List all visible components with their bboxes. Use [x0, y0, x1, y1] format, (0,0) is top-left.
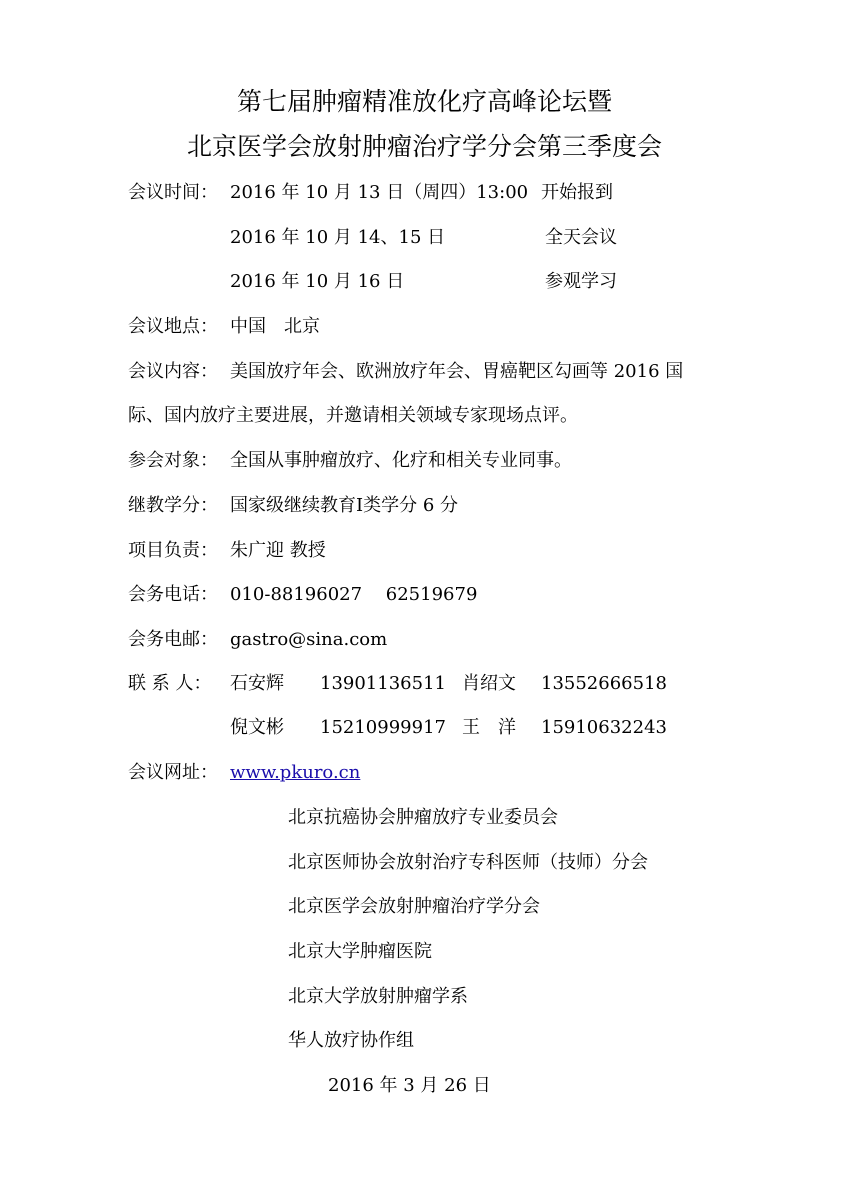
schedule-date-1: 2016 年 10 月 13 日（周四）13:00 [230, 182, 529, 203]
website-link[interactable]: www.pkuro.cn [230, 762, 361, 783]
content-label: 会议内容： [128, 361, 218, 382]
organizer-2: 北京医师协会放射治疗专科医师（技师）分会 [288, 852, 648, 873]
location-value: 中国 北京 [230, 316, 320, 337]
document-date: 2016 年 3 月 26 日 [328, 1075, 491, 1096]
schedule-note-1: 开始报到 [541, 182, 613, 203]
schedule-note-3: 参观学习 [545, 271, 617, 292]
organizer-4: 北京大学肿瘤医院 [288, 941, 432, 962]
schedule-date-3: 2016 年 10 月 16 日 [230, 271, 405, 292]
credits-label: 继教学分： [128, 495, 218, 516]
contact-phone-3: 15210999917 [320, 717, 446, 738]
title-line-2: 北京医学会放射肿瘤治疗学分会第三季度会 [186, 132, 662, 161]
audience-value: 全国从事肿瘤放疗、化疗和相关专业同事。 [230, 450, 572, 471]
location-label: 会议地点： [128, 316, 218, 337]
contact-name-3: 倪文彬 [230, 717, 284, 738]
schedule-date-2: 2016 年 10 月 14、15 日 [230, 227, 446, 248]
contact-phone-2: 13552666518 [541, 673, 667, 694]
title-line-1: 第七届肿瘤精准放化疗高峰论坛暨 [236, 87, 612, 116]
contact-phone-1: 13901136511 [320, 673, 446, 694]
website-label: 会议网址： [128, 762, 218, 783]
organizer-3: 北京医学会放射肿瘤治疗学分会 [288, 896, 540, 917]
organizer-6: 华人放疗协作组 [288, 1030, 414, 1051]
phone-value: 010-88196027 62519679 [230, 584, 478, 605]
content-line-1: 美国放疗年会、欧洲放疗年会、胃癌靶区勾画等 2016 国 [230, 361, 684, 382]
schedule-label: 会议时间： [128, 182, 218, 203]
audience-label: 参会对象： [128, 450, 218, 471]
organizer-5: 北京大学放射肿瘤学系 [288, 986, 468, 1007]
contact-phone-4: 15910632243 [541, 717, 667, 738]
email-label: 会务电邮： [128, 629, 218, 650]
contact-name-2: 肖绍文 [462, 673, 516, 694]
leader-value: 朱广迎 教授 [230, 540, 326, 561]
phone-label: 会务电话： [128, 584, 218, 605]
leader-label: 项目负责： [128, 540, 218, 561]
contacts-label: 联 系 人： [128, 673, 212, 694]
contact-name-4: 王 洋 [462, 717, 516, 738]
organizer-1: 北京抗癌协会肿瘤放疗专业委员会 [288, 807, 558, 828]
content-line-2: 际、国内放疗主要进展，并邀请相关领域专家现场点评。 [128, 405, 578, 426]
contact-name-1: 石安辉 [230, 673, 284, 694]
schedule-note-2: 全天会议 [545, 227, 617, 248]
email-value: gastro@sina.com [230, 629, 388, 650]
credits-value: 国家级继续教育Ⅰ类学分 6 分 [230, 495, 459, 516]
